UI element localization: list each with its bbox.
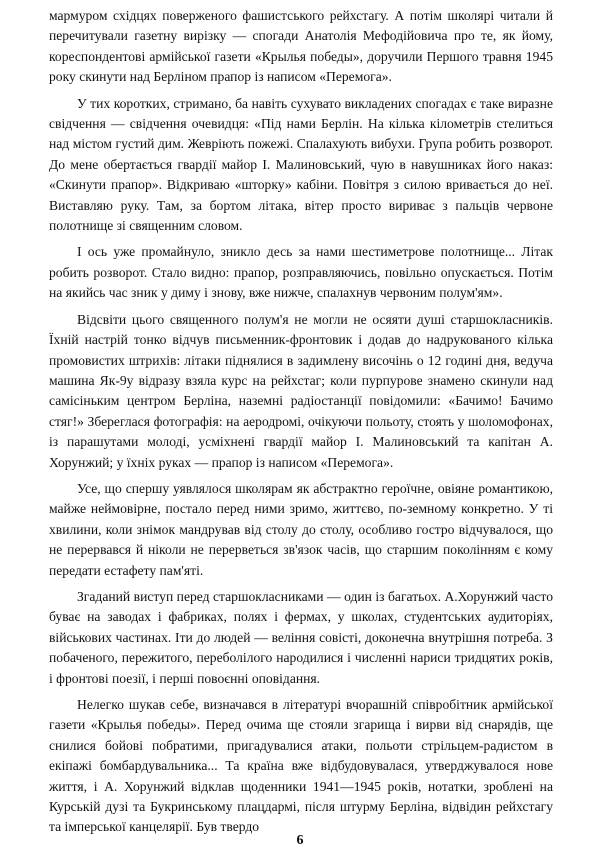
page-body [49,6,553,838]
paragraph-meetings: Згаданий виступ перед старшокласниками — один із багатьох. А.Хорунжий часто буває на заводах і фабриках, полях і фермах, у школах, студентських аудиторіях, військових частинах. Іти до людей — веління совісті, доконечна внутрішня потреба. З побаченого, пережитого, переболілого народилися і численні нариси тридцятих років, і фронтові поезії, і перші повоєнні оповідання. [49,588,553,686]
paragraph-flag-descends: І ось уже промайнуло, зникло десь за нами шестиметрове полотнище... Літак робить розворот. Стало видно: прапор, розправляючись, повільно опускається. Потім на якийсь час зник у диму і знову, вже нижче, спалахнув червоним полум'ям». [49,244,553,301]
paragraph-memoir-quote: У тих коротких, стримано, ба навіть сухувато викладених спогадах є таке виразне свідчення — свідчення очевидця: «Під нами Берлін. На кілька кілометрів стелиться над містом густий дим. Жевріють пожежі. Спалахують вибухи. Група робить розворот. До мене обертається гвардії майор І. Малиновський, чую в навушниках його наказ: «Скинути прапор». Відкриваю «шторку» кабіни. Повітря з силою вривається до неї. Виставляю руку. Там, за бортом літака, вітер просто вириває з пальців червоне полотнище зі священним словом. [49,95,553,234]
page-number: 6 [296,833,304,848]
paragraph-finding-self: Нелегко шукав себе, визначався в літературі вчорашній співробітник армійської газети «Крылья победы». Перед очима ще стояли згарища і вирви від снарядів, ще снилися бойові побратими, пригадувалися атаки, польоти стрільцем-радистом в екіпажі бомбардувальника... Та країна вже відбудовувалася, утверджувалося нове життя, і А. Хорунжий відклав щоденники 1941—1945 років, нотатки, зроблені на Курській дузі та Букринському плацдармі, після штурму Берліна, відвідин рейхстагу та імперської канцелярії. Був твердо [49,697,553,835]
paragraph-continuity: Усе, що спершу уявлялося школярам як абстрактно героїчне, овіяне романтикою, майже неймовірне, постало перед ними зримо, життєво, по-земному конкретно. У ті хвилини, коли знімок мандрував від столу до столу, особливо гостро відчувалося, що не перервався й ніколи не перерветься зв'язок часів, що старшим поколінням є кому передати естафету пам'яті. [49,480,553,578]
paragraph-students-reaction: Відсвіти цього священного полум'я не могли не осяяти душі старшокласників. Їхній настрій тонко відчув письменник-фронтовик і додав до надрукованого кілька промовистих штрихів: літаки піднялися в задимлену височінь о 12 годині дня, ведуча машина Як-9у відразу взяла курс на рейхстаг; коли пурпурове знамено скинули над самісіньким центром Берліна, наземні радіостанції повідомили: «Бачимо! Бачимо стяг!» Збереглася фотографія: на аеродромі, очікуючи польоту, стоять у шоломофонах, із парашутами молоді, усміхнені гвардії майор І. Малиновський та капітан А. Хорунжий; у їхніх руках — прапор із написом «Перемога». [49,311,553,470]
paragraph-continued: мармуром східцях поверженого фашистського рейхстагу. А потім школярі читали й перечитували газетну вирізку — спогади Анатолія Мефодійовича про те, як йому, кореспондентові армійської газети «Крылья победы», доручили Першого травня 1945 року скинути над Берліном прапор із написом «Перемога». [49,8,553,85]
